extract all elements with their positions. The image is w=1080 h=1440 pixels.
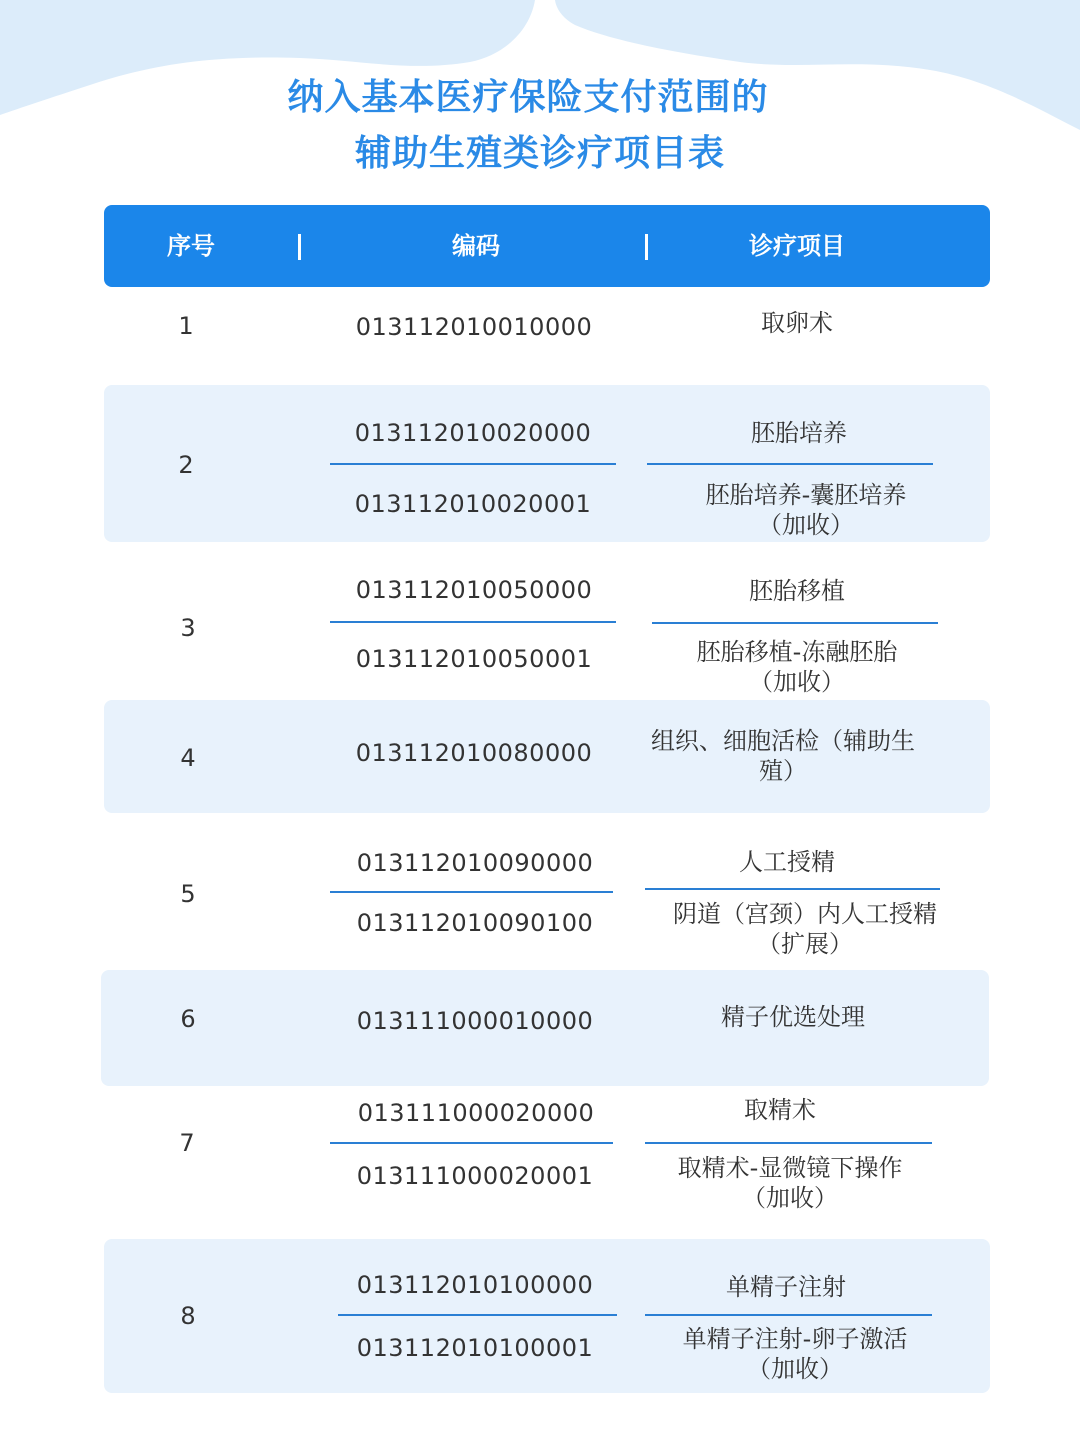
row-item: 组织、细胞活检（辅助生殖） xyxy=(651,727,915,785)
cell-separator xyxy=(330,1142,613,1144)
cell-separator xyxy=(652,622,938,624)
row-seq: 2 xyxy=(178,451,194,479)
title-line-1: 纳入基本医疗保险支付范围的 xyxy=(287,77,769,118)
row-item: 阴道（宫颈）内人工授精（扩展） xyxy=(673,900,937,958)
row-seq: 4 xyxy=(180,744,196,772)
header-code: 编码 xyxy=(452,232,500,260)
row-item: 单精子注射 xyxy=(726,1273,846,1301)
row-seq: 1 xyxy=(178,312,194,340)
table-header xyxy=(104,205,990,287)
cell-separator xyxy=(338,1314,617,1316)
cell-separator xyxy=(330,621,616,623)
page-title xyxy=(0,70,1080,182)
row-seq: 6 xyxy=(180,1005,196,1033)
row-item: 取卵术 xyxy=(761,309,833,337)
row-item: 取精术-显微镜下操作（加收） xyxy=(677,1154,903,1212)
row-seq: 8 xyxy=(180,1302,196,1330)
row-code: 013112010090000 xyxy=(356,849,594,877)
row-item: 人工授精 xyxy=(739,848,835,876)
cell-separator xyxy=(330,891,613,893)
row-item: 胚胎培养 xyxy=(751,419,847,447)
row-item: 单精子注射-卵子激活（加收） xyxy=(682,1325,908,1383)
row-code: 013112010090100 xyxy=(356,909,594,937)
row-code: 013111000020000 xyxy=(357,1099,595,1127)
header-divider xyxy=(298,234,301,260)
row-code: 013112010050001 xyxy=(355,645,593,673)
row-seq: 5 xyxy=(180,880,196,908)
title-line-2: 辅助生殖类诊疗项目表 xyxy=(354,133,725,174)
cell-separator xyxy=(645,888,940,890)
cell-separator xyxy=(645,1142,932,1144)
row-item: 胚胎培养-囊胚培养（加收） xyxy=(705,481,907,539)
row-code: 013112010100001 xyxy=(356,1334,594,1362)
row-code: 013112010010000 xyxy=(355,313,593,341)
cell-separator xyxy=(645,1314,932,1316)
row-code: 013112010100000 xyxy=(356,1271,594,1299)
row-seq: 3 xyxy=(180,614,196,642)
row-code: 013112010080000 xyxy=(355,739,593,767)
header-seq: 序号 xyxy=(167,232,215,260)
row-code: 013112010020000 xyxy=(354,419,592,447)
row-item: 胚胎移植-冻融胚胎（加收） xyxy=(696,638,898,696)
row-code: 013111000010000 xyxy=(356,1007,594,1035)
cell-separator xyxy=(647,463,933,465)
row-code: 013111000020001 xyxy=(356,1162,594,1190)
row-item: 取精术 xyxy=(744,1096,816,1124)
row-code: 013112010020001 xyxy=(354,490,592,518)
row-code: 013112010050000 xyxy=(355,576,593,604)
cell-separator xyxy=(330,463,616,465)
row-item: 胚胎移植 xyxy=(749,577,845,605)
header-item: 诊疗项目 xyxy=(749,232,845,260)
row-item: 精子优选处理 xyxy=(721,1003,865,1031)
row-seq: 7 xyxy=(179,1129,195,1157)
